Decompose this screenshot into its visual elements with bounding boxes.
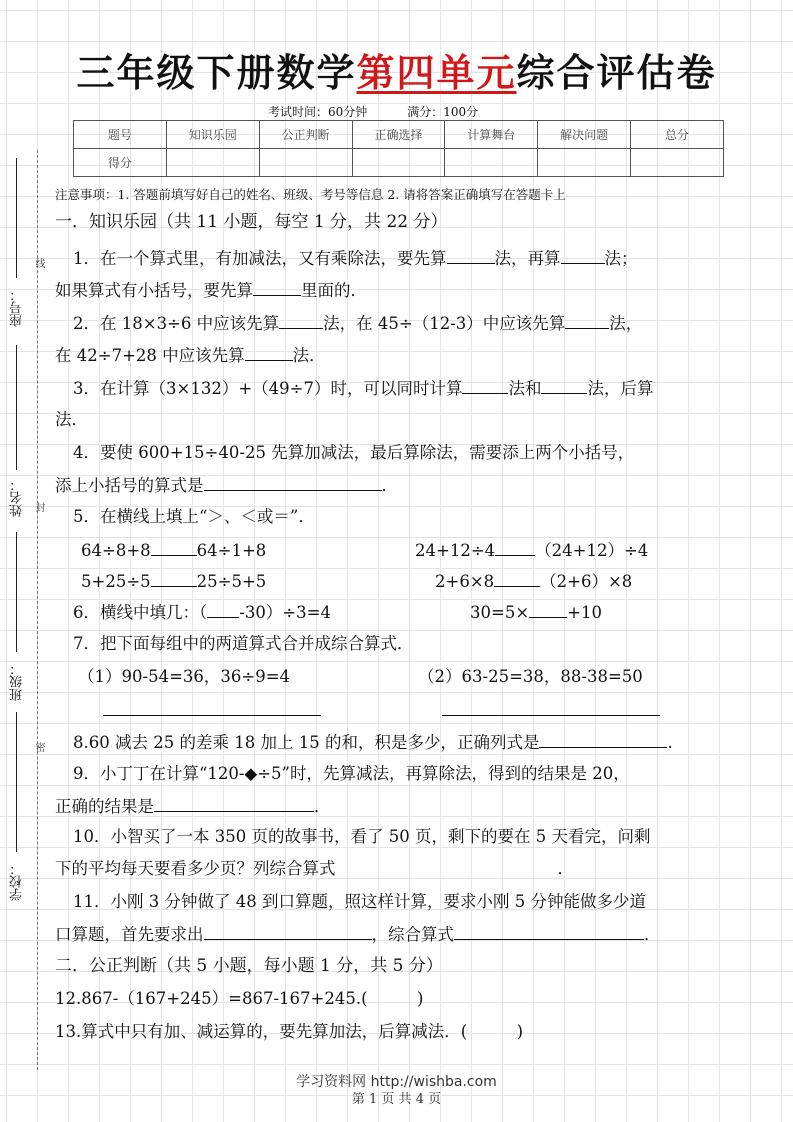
q10-text-b: 下的平均每天要看多少页？列综合算式	[55, 859, 336, 878]
score-table	[73, 120, 724, 177]
binding-mark-mi: 密	[33, 742, 44, 752]
title-part3: 综合评估卷	[516, 51, 717, 95]
question-11-line-2	[55, 923, 661, 946]
school-field[interactable]	[16, 712, 17, 852]
q11-text-c: ，综合算式	[371, 925, 454, 944]
question-3-line-2: 法．	[55, 410, 88, 429]
section-2-heading: 二．公正判断（共 5 小题，每小题 1 分，共 5 分）	[55, 956, 443, 976]
q8-text-a: 8.60 减去 25 的差乘 18 加上 15 的和，积是多少，正确列式是	[73, 733, 540, 752]
page-title	[0, 42, 793, 97]
class-label: 班级：	[10, 662, 25, 701]
footer-site: 学习资料网 http://wishba.com	[296, 1074, 497, 1090]
q5-expr: （24+12）÷4	[535, 541, 649, 560]
score-table-header: 公正判断	[259, 121, 352, 149]
score-table-header: 计算舞台	[445, 121, 538, 149]
answer-line-7-1[interactable]	[103, 715, 321, 716]
q2-text-b: 法，在 45÷（12-3）中应该先算	[323, 314, 566, 333]
question-12: 12.867-（167+245）=867-167+245.( )	[55, 989, 424, 1008]
question-6-line-2	[470, 601, 602, 624]
question-5-row-1-left	[81, 539, 266, 562]
question-6-line-1	[73, 601, 331, 624]
exam-info	[268, 103, 518, 120]
q3-text-a: 3．在计算（3×132）+（49÷7）时，可以同时计算	[73, 379, 463, 398]
q5-expr: 2+6×8	[435, 572, 495, 591]
answer-blank[interactable]	[245, 344, 293, 361]
exam-time: 考试时间：60分钟	[268, 105, 368, 119]
compare-blank[interactable]	[151, 539, 197, 556]
q4-text-c: ．	[381, 476, 398, 495]
compare-blank[interactable]	[495, 539, 535, 556]
question-4-line-1: 4．要使 600+15÷40-25 先算加减法，最后算除法，需要添上两个小括号，	[73, 443, 635, 462]
answer-blank[interactable]	[207, 601, 239, 618]
question-3-line-1	[73, 377, 653, 400]
answer-blank[interactable]	[462, 377, 508, 394]
q5-expr: 64÷8+8	[81, 541, 151, 560]
score-cell[interactable]	[352, 149, 445, 177]
answer-blank[interactable]	[253, 279, 301, 296]
question-9-line-1: 9．小丁丁在计算“120-◆÷5”时，先算减法，再算除法，得到的结果是 20，	[73, 764, 630, 783]
question-7-part-2: （2）63-25=38，88-38=50	[418, 667, 643, 686]
q1-text-d: 如果算式有小括号，要先算	[55, 281, 253, 300]
q5-expr: 25÷5+5	[196, 572, 267, 591]
notice-text: 注意事项：1. 答题前填写好自己的姓名、班级、考号等信息 2. 请将答案正确填写在答题卡上	[55, 187, 566, 202]
section-1-heading: 一．知识乐园（共 11 小题，每空 1 分，共 22 分）	[55, 212, 448, 232]
question-10-line-1: 10．小智买了一本 350 页的故事书，看了 50 页，剩下的要在 5 天看完，问剩	[73, 827, 651, 846]
score-row-label: 得分	[74, 149, 167, 177]
answer-blank[interactable]	[541, 377, 587, 394]
q1-text-c: 法；	[604, 249, 638, 268]
q2-text-e: 法．	[292, 346, 326, 365]
question-2-line-1	[73, 312, 642, 335]
q2-text-c: 法，	[609, 314, 643, 333]
score-table-header: 总分	[631, 121, 724, 149]
answer-blank[interactable]	[454, 923, 644, 940]
seat-field[interactable]	[16, 158, 17, 278]
school-label: 学校：	[10, 862, 25, 901]
question-1-line-2	[55, 279, 367, 302]
score-table-header: 正确选择	[352, 121, 445, 149]
answer-blank[interactable]	[447, 247, 495, 264]
question-4-line-2	[55, 474, 398, 497]
question-13: 13.算式中只有加、减运算的，要先算加法，后算减法．( )	[55, 1022, 524, 1041]
answer-line-7-2[interactable]	[442, 715, 660, 716]
question-7-line-1: 7．把下面每组中的两道算式合并成综合算式．	[73, 634, 414, 653]
answer-blank[interactable]	[565, 312, 609, 329]
q1-text-b: 法，再算	[494, 249, 561, 268]
binding-mark-xian: 线	[33, 258, 44, 268]
question-1-line-1	[73, 247, 638, 270]
footer-page-number: 第 1 页 共 4 页	[351, 1092, 442, 1107]
q6-text-a: 6．横线中填几：（	[73, 603, 208, 622]
q9-text-b: 正确的结果是	[55, 797, 154, 816]
compare-blank[interactable]	[494, 570, 540, 587]
q5-expr: 64÷1+8	[196, 541, 267, 560]
q5-expr: （2+6）×8	[540, 572, 633, 591]
question-7-part-1: （1）90-54=36，36÷9=4	[78, 667, 291, 686]
question-5-row-2-right	[435, 570, 632, 593]
question-2-line-2	[55, 344, 326, 367]
q3-text-c: 法，后算	[587, 379, 654, 398]
score-cell[interactable]	[445, 149, 538, 177]
q9-text-c: ．	[314, 797, 331, 816]
question-8-line-1	[73, 731, 673, 754]
q11-text-d: ．	[644, 925, 661, 944]
score-table-header-row	[74, 121, 724, 149]
score-cell[interactable]	[538, 149, 631, 177]
answer-blank[interactable]	[529, 601, 567, 618]
question-9-line-2	[55, 795, 331, 818]
q5-expr: 24+12÷4	[415, 541, 496, 560]
question-10-line-2	[55, 858, 574, 880]
answer-blank[interactable]	[154, 795, 314, 812]
question-11-line-1: 11．小刚 3 分钟做了 48 到口算题，照这样计算，要求小刚 5 分钟能做多少道	[73, 892, 646, 911]
score-cell[interactable]	[259, 149, 352, 177]
q4-text-b: 添上小括号的算式是	[55, 476, 204, 495]
answer-blank[interactable]	[539, 731, 667, 748]
question-5-row-2-left	[81, 570, 266, 593]
binding-dashed-line	[37, 150, 38, 1070]
title-unit: 第四单元	[356, 51, 517, 95]
class-field[interactable]	[16, 532, 17, 652]
exam-full-score: 满分：100分	[407, 105, 479, 119]
q2-text-d: 在 42÷7+28 中应该先算	[55, 346, 245, 365]
q8-text-b: .	[667, 733, 673, 752]
question-5-row-1-right	[415, 539, 648, 562]
score-table-header: 知识乐园	[166, 121, 259, 149]
q6-text-d: +10	[567, 603, 602, 622]
q10-text-c: ．	[557, 859, 574, 878]
name-field[interactable]	[16, 345, 17, 470]
q3-text-b: 法和	[508, 379, 542, 398]
answer-blank[interactable]	[204, 474, 382, 491]
q6-text-b: -30）÷3=4	[239, 603, 331, 622]
title-part1: 三年级下册数学	[76, 51, 357, 95]
name-label: 姓名：	[10, 478, 25, 517]
answer-blank[interactable]	[204, 923, 372, 940]
compare-blank[interactable]	[151, 570, 197, 587]
score-table-score-row	[74, 149, 724, 177]
score-cell[interactable]	[631, 149, 724, 177]
question-5-line-1: 5．在横线上填上“＞、＜或＝”．	[73, 507, 315, 526]
q6-text-c: 30=5×	[470, 603, 530, 622]
q1-text-e: 里面的．	[301, 281, 367, 300]
q1-text-a: 1．在一个算式里，有加减法，又有乘除法，要先算	[73, 249, 447, 268]
answer-blank[interactable]	[279, 312, 323, 329]
q5-expr: 5+25÷5	[81, 572, 151, 591]
seat-label: 座号：	[10, 288, 25, 327]
score-cell[interactable]	[166, 149, 259, 177]
answer-blank[interactable]	[561, 247, 605, 264]
q11-text-b: 口算题，首先要求出	[55, 925, 204, 944]
score-table-header: 题号	[74, 121, 167, 149]
q2-text-a: 2．在 18×3÷6 中应该先算	[73, 314, 280, 333]
binding-mark-feng: 封	[33, 502, 44, 512]
score-table-header: 解决问题	[538, 121, 631, 149]
